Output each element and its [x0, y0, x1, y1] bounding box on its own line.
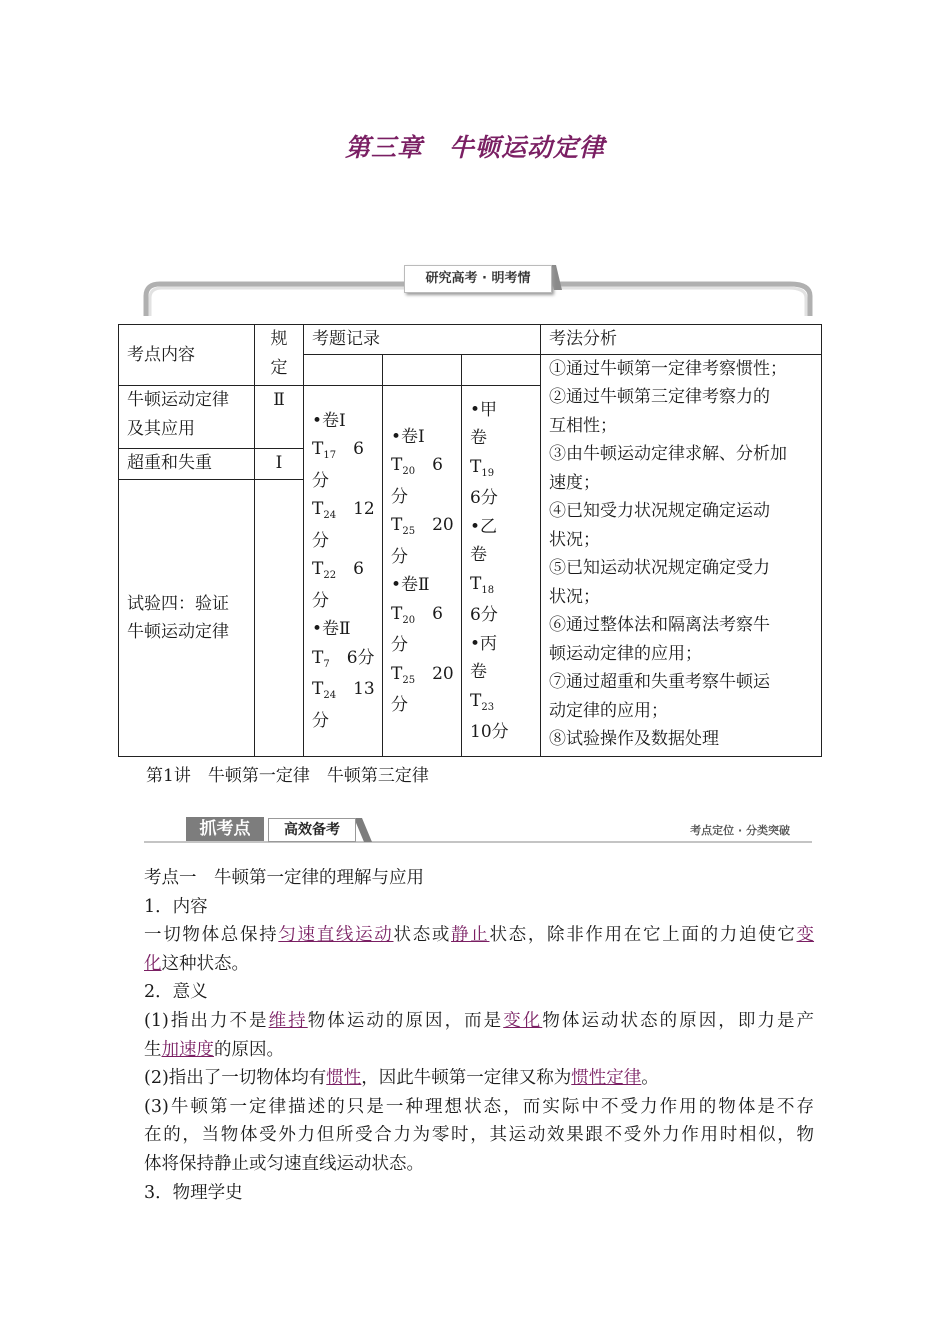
record-line: 6分 — [470, 605, 498, 625]
row-guide: Ⅱ — [255, 386, 304, 449]
record-line: 卷 — [470, 428, 487, 448]
row-guide: Ⅰ — [255, 449, 304, 480]
record-line: $T_{18}$ — [470, 573, 495, 596]
record-line: $T_{25}$ 20 — [391, 515, 454, 537]
record-line: $T_{24}$ 12 — [312, 499, 375, 522]
banner-right-caption: 考点定位 · 分类突破 — [690, 824, 790, 837]
paragraph: 化这种状态。 — [144, 953, 249, 974]
subheading: 1．内容 — [144, 896, 208, 917]
body-text — [144, 864, 814, 1207]
subheading: 2．意义 — [144, 982, 208, 1003]
record-line: •卷Ⅰ — [391, 426, 425, 447]
record-line: $T_{25}$ 20 — [391, 663, 454, 686]
record-col-3 — [462, 386, 541, 757]
record-line: •丙 — [470, 633, 498, 654]
record-line: $T_{24}$ 13 — [312, 679, 375, 702]
banner-tag-secondary: 高效备考 — [268, 818, 356, 842]
header-analysis: 考法分析 — [541, 325, 822, 355]
record-col-1 — [304, 386, 383, 757]
record-line: 分 — [312, 710, 329, 731]
paragraph: 生加速度的原因。 — [144, 1039, 284, 1060]
analysis-cell: ①通过牛顿第一定律考察惯性； ②通过牛顿第三定律考察力的 互相性； ③由牛顿运动定律求解、分析加 速度； ④已知受力状况规定确定运动 状况； ⑤已知运动状况规定确定受力 状况； ⑥通过整体法和隔离法考察牛 顿运动定律的应用； ⑦通过超重和失重考察牛顿运 动定律的应用； ⑧试验操作及数据处理 — [541, 354, 822, 757]
record-sub-1 — [304, 354, 383, 386]
record-line: 卷 — [470, 662, 487, 682]
paragraph: 一切物体总保持匀速直线运动状态或静止状态，除非作用在它上面的力迫使它变 — [144, 925, 815, 946]
record-line: $T_{17}$ 6 — [312, 439, 364, 462]
record-line: 分 — [391, 695, 408, 715]
paragraph: (2)指出了一切物体均有惯性，因此牛顿第一定律又称为惯性定律。 — [144, 1068, 659, 1089]
record-line: $T_{20}$ 6 — [391, 603, 443, 626]
header-record: 考题记录 — [304, 325, 541, 355]
record-line: •卷Ⅱ — [312, 619, 351, 640]
paragraph: 体将保持静止或匀速直线运动状态。 — [144, 1153, 424, 1174]
record-line: •乙 — [470, 516, 498, 537]
row-content: 超重和失重 — [119, 449, 255, 480]
record-line: 分 — [391, 635, 408, 655]
paragraph: 在的，当物体受外力但所受合力为零时，其运动效果跟不受外力作用时相似，物 — [144, 1125, 814, 1146]
paragraph: (3)牛顿第一定律描述的只是一种理想状态，而实际中不受力作用的物体是不存 — [144, 1096, 814, 1117]
chapter-title: 第三章 牛顿运动定律 — [344, 133, 605, 162]
record-line: 6分 — [470, 488, 498, 508]
paragraph: (1)指出力不是维持物体运动的原因，而是变化物体运动状态的原因，即力是产 — [144, 1010, 815, 1031]
record-line: 分 — [312, 470, 329, 491]
record-line: $T_{22}$ 6 — [312, 559, 364, 582]
record-line: •卷Ⅰ — [312, 410, 346, 431]
row-guide — [255, 480, 304, 757]
record-line: 10分 — [470, 722, 509, 742]
exam-analysis-table — [118, 324, 822, 757]
section-heading: 考点一 牛顿第一定律的理解与应用 — [144, 868, 424, 888]
subheading: 3．物理学史 — [144, 1182, 243, 1203]
lecture-title: 第1讲 牛顿第一定律 牛顿第三定律 — [146, 766, 429, 786]
record-line: $T_{20}$ 6 — [391, 455, 443, 477]
record-sub-3 — [462, 354, 541, 386]
row-content: 试验四：验证 牛顿运动定律 — [119, 480, 255, 757]
record-line: •甲 — [470, 399, 498, 420]
banner-frame — [0, 812, 950, 848]
header-content: 考点内容 — [119, 325, 255, 386]
record-line: $T_{19}$ — [470, 456, 495, 479]
row-content: 牛顿运动定律 及其应用 — [119, 386, 255, 449]
record-line: 分 — [391, 486, 408, 507]
banner-label: 研究高考 · 明考情 — [404, 265, 552, 293]
record-line: $T_{23}$ — [470, 690, 495, 713]
record-line: 分 — [391, 546, 408, 567]
record-line: $T_7$ 6分 — [312, 647, 375, 670]
record-line: •卷Ⅱ — [391, 575, 430, 595]
record-line: 卷 — [470, 545, 487, 565]
record-col-2 — [383, 386, 462, 757]
record-line: 分 — [312, 530, 329, 551]
record-line: 分 — [312, 590, 329, 611]
banner-tag-primary: 抓考点 — [186, 817, 264, 841]
record-sub-2 — [383, 354, 462, 386]
header-guide: 规 定 — [255, 325, 304, 386]
